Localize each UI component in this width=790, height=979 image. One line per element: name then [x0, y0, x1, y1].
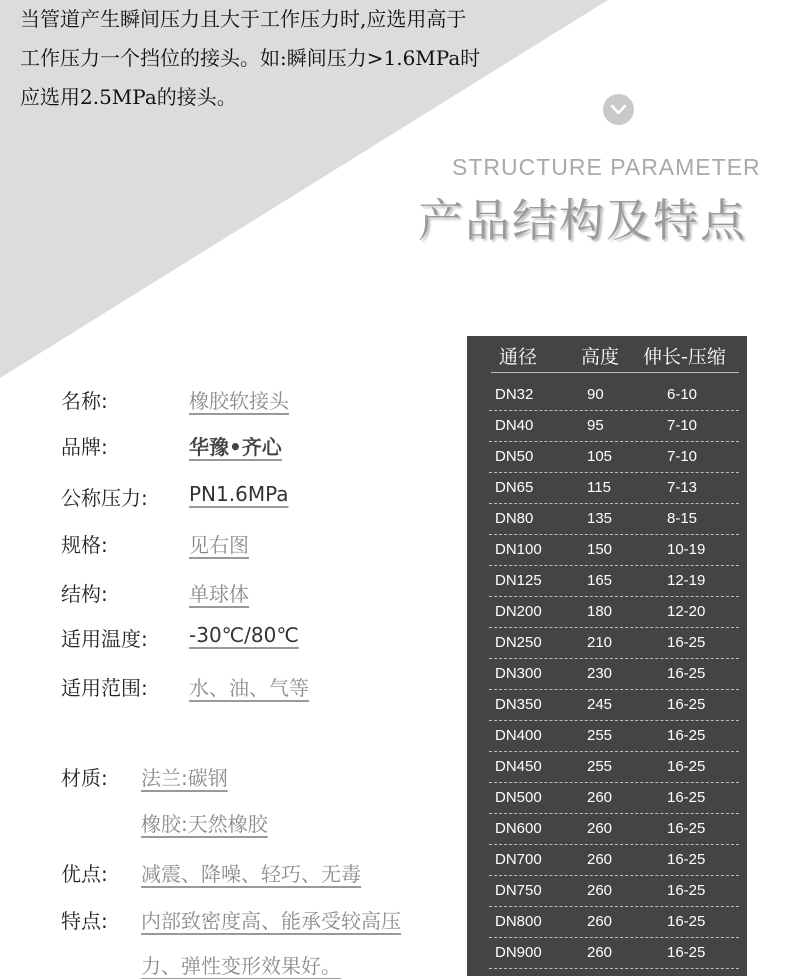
- table-cell: 115: [587, 479, 611, 496]
- table-cell: DN400: [495, 727, 542, 744]
- spec-label: 材质:: [61, 766, 108, 790]
- note-line: 当管道产生瞬间压力且大于工作压力时,应选用高于: [20, 7, 467, 31]
- table-cell: 210: [587, 634, 613, 651]
- table-cell: 245: [587, 696, 613, 713]
- table-row: [467, 752, 747, 783]
- table-cell: 10-19: [667, 541, 706, 558]
- table-cell: 12-19: [667, 572, 706, 589]
- table-cell: DN32: [495, 386, 534, 403]
- spec-label: 适用温度:: [61, 627, 148, 651]
- spec-label: 结构:: [61, 582, 108, 606]
- spec-label: 优点:: [61, 862, 108, 886]
- table-cell: 95: [587, 417, 604, 434]
- table-cell: DN250: [495, 634, 542, 651]
- spec-value: -30℃/80℃: [189, 623, 299, 647]
- table-cell: 150: [587, 541, 613, 558]
- table-row: [467, 473, 747, 504]
- table-cell: 230: [587, 665, 613, 682]
- table-cell: DN300: [495, 665, 542, 682]
- table-header: [467, 336, 747, 374]
- spec-label: 特点:: [61, 909, 108, 933]
- table-cell: 255: [587, 727, 613, 744]
- table-cell: 16-25: [667, 820, 706, 837]
- spec-value: 减震、降噪、轻巧、无毒: [141, 862, 361, 886]
- table-cell: DN750: [495, 882, 542, 899]
- spec-value: 法兰:碳钢: [141, 766, 228, 790]
- table-row: [467, 845, 747, 876]
- header-diameter: 通径: [499, 346, 538, 368]
- table-cell: DN350: [495, 696, 542, 713]
- table-row: [467, 783, 747, 814]
- table-cell: DN50: [495, 448, 534, 465]
- table-row: [467, 876, 747, 907]
- table-cell: 260: [587, 944, 613, 961]
- table-cell: 16-25: [667, 851, 706, 868]
- spec-value: 橡胶:天然橡胶: [141, 812, 268, 836]
- table-cell: 16-25: [667, 789, 706, 806]
- table-cell: 255: [587, 758, 613, 775]
- table-row: [467, 597, 747, 628]
- table-cell: DN800: [495, 913, 542, 930]
- spec-label: 规格:: [61, 533, 108, 557]
- size-table: [467, 336, 747, 976]
- table-cell: DN500: [495, 789, 542, 806]
- table-row: [467, 535, 747, 566]
- section-title-cn: 产品结构及特点: [418, 194, 748, 247]
- table-row: [467, 380, 747, 411]
- table-cell: 16-25: [667, 696, 706, 713]
- table-cell: 180: [587, 603, 613, 620]
- table-cell: 16-25: [667, 913, 706, 930]
- table-row: [467, 411, 747, 442]
- spec-value: 单球体: [189, 582, 249, 606]
- table-row: [467, 628, 747, 659]
- table-cell: DN100: [495, 541, 542, 558]
- table-cell: DN125: [495, 572, 542, 589]
- table-cell: DN40: [495, 417, 534, 434]
- table-row: [467, 690, 747, 721]
- table-cell: 90: [587, 386, 604, 403]
- table-cell: 6-10: [667, 386, 698, 403]
- spec-label: 适用范围:: [61, 676, 148, 700]
- table-cell: DN80: [495, 510, 534, 527]
- spec-label: 品牌:: [61, 435, 108, 459]
- table-cell: 7-10: [667, 448, 698, 465]
- table-row: [467, 907, 747, 938]
- table-row: [467, 938, 747, 969]
- table-cell: 12-20: [667, 603, 706, 620]
- header-stretch: 伸长-压缩: [643, 346, 726, 368]
- table-cell: 7-13: [667, 479, 698, 496]
- table-cell: 16-25: [667, 944, 706, 961]
- table-cell: 260: [587, 851, 613, 868]
- header-divider: [491, 372, 739, 373]
- spec-value: 见右图: [189, 533, 249, 557]
- table-cell: 165: [587, 572, 613, 589]
- table-row: [467, 442, 747, 473]
- spec-value: 橡胶软接头: [189, 389, 289, 413]
- table-row: [467, 814, 747, 845]
- table-cell: 16-25: [667, 727, 706, 744]
- table-cell: 8-15: [667, 510, 698, 527]
- pressure-note: [20, 0, 540, 117]
- note-line: 工作压力一个挡位的接头。如:瞬间压力>1.6MPa时: [20, 46, 481, 70]
- table-cell: 260: [587, 789, 613, 806]
- note-line: 应选用2.5MPa的接头。: [20, 85, 237, 109]
- table-cell: 260: [587, 882, 613, 899]
- spec-value: 力、弹性变形效果好。: [141, 954, 341, 978]
- table-cell: 7-10: [667, 417, 698, 434]
- table-row: [467, 721, 747, 752]
- table-cell: DN900: [495, 944, 542, 961]
- table-cell: 16-25: [667, 882, 706, 899]
- table-cell: 16-25: [667, 665, 706, 682]
- table-cell: DN450: [495, 758, 542, 775]
- table-cell: 105: [587, 448, 613, 465]
- spec-label: 名称:: [61, 389, 108, 413]
- table-cell: 260: [587, 913, 613, 930]
- spec-value: 内部致密度高、能承受较高压: [141, 909, 401, 933]
- spec-value: 华豫•齐心: [189, 435, 282, 459]
- table-row: [467, 659, 747, 690]
- table-cell: 16-25: [667, 634, 706, 651]
- table-row: [467, 504, 747, 535]
- table-cell: DN700: [495, 851, 542, 868]
- table-cell: DN600: [495, 820, 542, 837]
- header-height: 高度: [581, 346, 620, 368]
- table-cell: DN200: [495, 603, 542, 620]
- table-cell: 135: [587, 510, 613, 527]
- chevron-down-icon[interactable]: [603, 94, 634, 125]
- section-title-en: STRUCTURE PARAMETER: [452, 154, 761, 180]
- spec-value: 水、油、气等: [189, 676, 309, 700]
- spec-label: 公称压力:: [61, 486, 148, 510]
- table-cell: 260: [587, 820, 613, 837]
- table-row: [467, 566, 747, 597]
- table-cell: DN65: [495, 479, 534, 496]
- table-cell: 16-25: [667, 758, 706, 775]
- spec-value: PN1.6MPa: [189, 482, 289, 506]
